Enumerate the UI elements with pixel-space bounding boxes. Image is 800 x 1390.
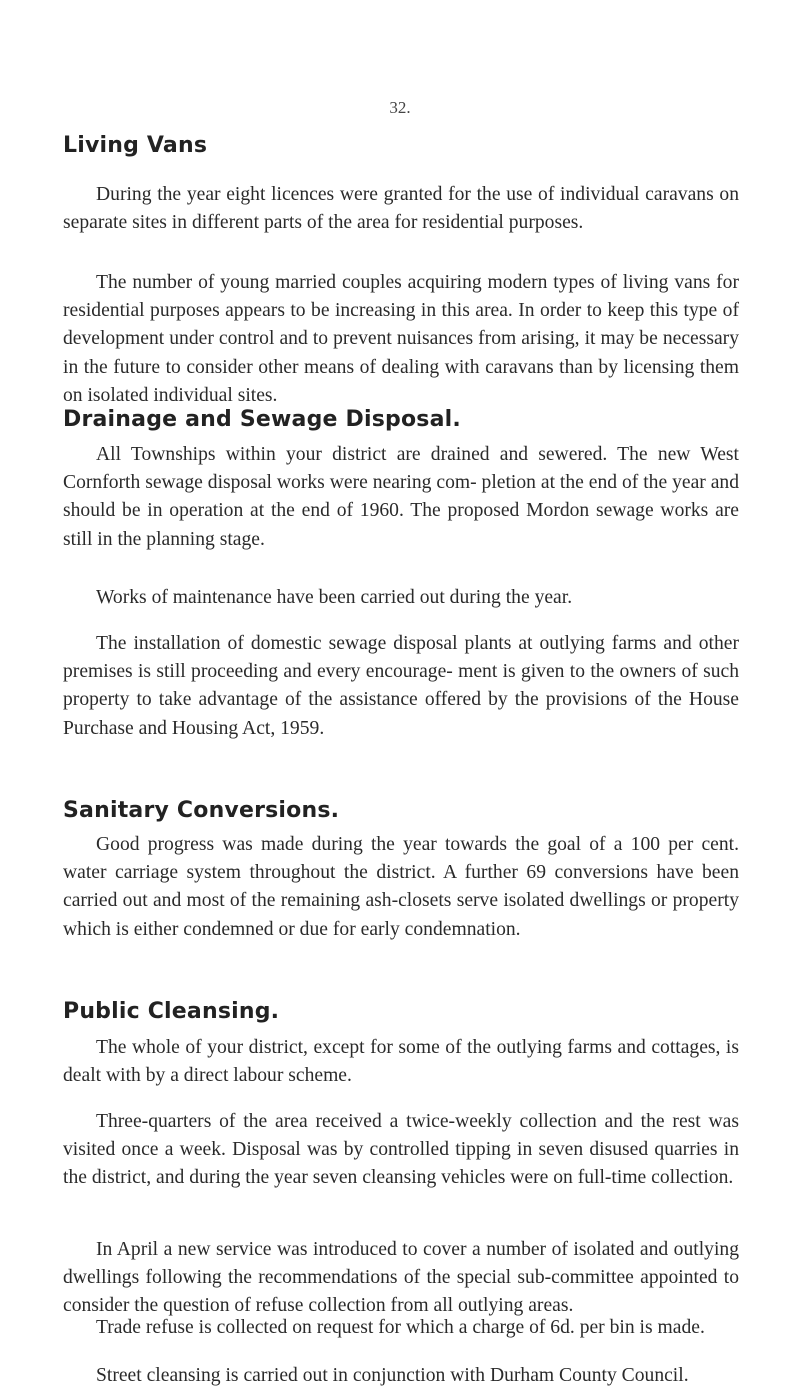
paragraph: Trade refuse is collected on request for which a charge of 6d. per bin is made. [96,1317,705,1338]
heading-public-cleansing: Public Cleansing. [63,999,280,1024]
paragraph: Good progress was made during the year towards the goal of a 100 per cent. water carriage system throughout the district. A further 69 conversions have been carried out and most of the remaining ash-closets serve isolated dwellings or property which is either condemned or due for early condemnation. [63,834,739,940]
paragraph: Works of maintenance have been carried out during the year. [96,587,573,608]
paragraph: All Townships within your district are drained and sewered. The new West Cornforth sewage disposal works were nearing com- pletion at the end of the year and should be in operation at the end of 1960. The proposed Mordon sewage works are still in the planning stage. [63,444,739,550]
heading-living-vans: Living Vans [63,133,208,158]
heading-drainage-sewage-disposal: Drainage and Sewage Disposal. [63,407,461,432]
paragraph: During the year eight licences were granted for the use of individual caravans on separate sites in different parts of the area for residential purposes. [63,184,739,234]
paragraph: Three-quarters of the area received a twice-weekly collection and the rest was visited once a week. Disposal was by controlled tipping in seven disused quarries in the district, and during the year seven cleansing vehicles were on full-time collection. [63,1111,739,1189]
paragraph: In April a new service was introduced to cover a number of isolated and outlying dwellings following the recommendations of the special sub-committee appointed to consider the question of refuse collection from all outlying areas. [63,1239,739,1317]
page-number: 32. [389,98,411,117]
paragraph: The installation of domestic sewage disposal plants at outlying farms and other premises is still proceeding and every encourage- ment is given to the owners of such property to take advantage of the assistance offered by the provisions of the House Purchase and Housing Act, 1959. [63,633,739,739]
heading-sanitary-conversions: Sanitary Conversions. [63,798,340,823]
paragraph: Street cleansing is carried out in conjunction with Durham County Council. [96,1365,689,1386]
paragraph: The whole of your district, except for some of the outlying farms and cottages, is dealt with by a direct labour scheme. [63,1037,739,1087]
paragraph: The number of young married couples acquiring modern types of living vans for residential purposes appears to be increasing in this area. In order to keep this type of development under control and to prevent nuisances from arising, it may be necessary in the future to consider other means of dealing with caravans than by licensing them on isolated individual sites. [63,272,739,406]
